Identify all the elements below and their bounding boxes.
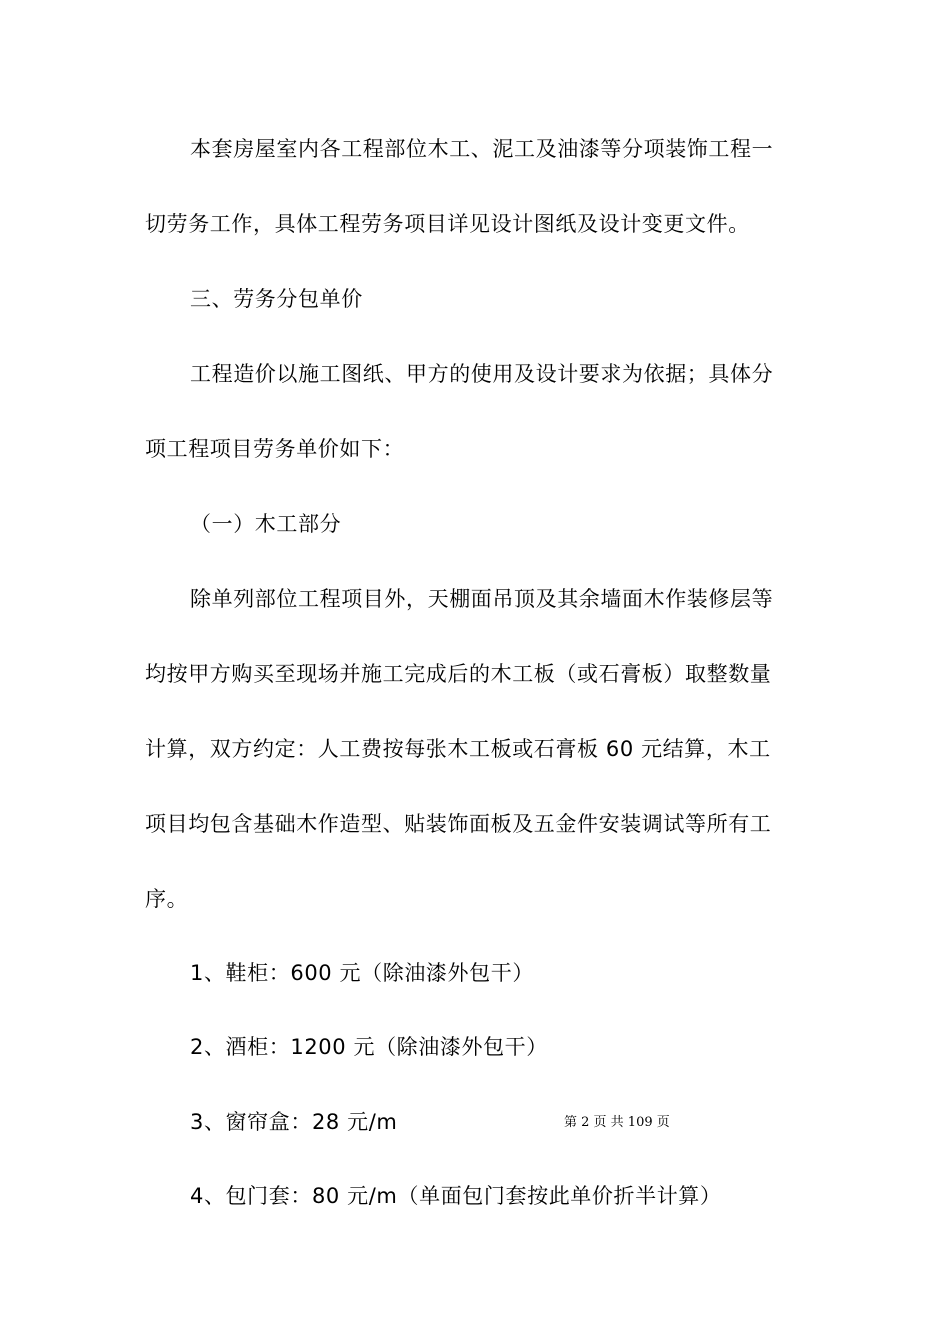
paragraph-line: 切劳务工作，具体工程劳务项目详见设计图纸及设计变更文件。 xyxy=(145,212,750,236)
paragraph-line: 序。 xyxy=(145,887,189,911)
list-item: 1、鞋柜：600 元（除油漆外包干） xyxy=(190,961,534,985)
paragraph-line: 均按甲方购买至现场并施工完成后的木工板（或石膏板）取整数量 xyxy=(145,662,772,686)
section-heading: 三、劳务分包单价 xyxy=(190,287,363,311)
list-item: 3、窗帘盒：28 元/m xyxy=(190,1110,398,1134)
subsection-heading: （一）木工部分 xyxy=(190,512,342,536)
paragraph-line: 计算，双方约定：人工费按每张木工板或石膏板 60 元结算，木工 xyxy=(145,737,771,761)
paragraph-line: 本套房屋室内各工程部位木工、泥工及油漆等分项装饰工程一 xyxy=(190,137,774,161)
paragraph-line: 项工程项目劳务单价如下： xyxy=(145,437,405,461)
paragraph-line: 除单列部位工程项目外，天棚面吊顶及其余墙面木作装修层等 xyxy=(190,587,774,611)
list-item: 2、酒柜：1200 元（除油漆外包干） xyxy=(190,1035,548,1059)
list-item: 4、包门套：80 元/m（单面包门套按此单价折半计算） xyxy=(190,1184,722,1208)
paragraph-line: 工程造价以施工图纸、甲方的使用及设计要求为依据；具体分 xyxy=(190,362,774,386)
page-number: 第 2 页 共 109 页 xyxy=(564,1115,670,1130)
paragraph-line: 项目均包含基础木作造型、贴装饰面板及五金件安装调试等所有工 xyxy=(145,812,772,836)
